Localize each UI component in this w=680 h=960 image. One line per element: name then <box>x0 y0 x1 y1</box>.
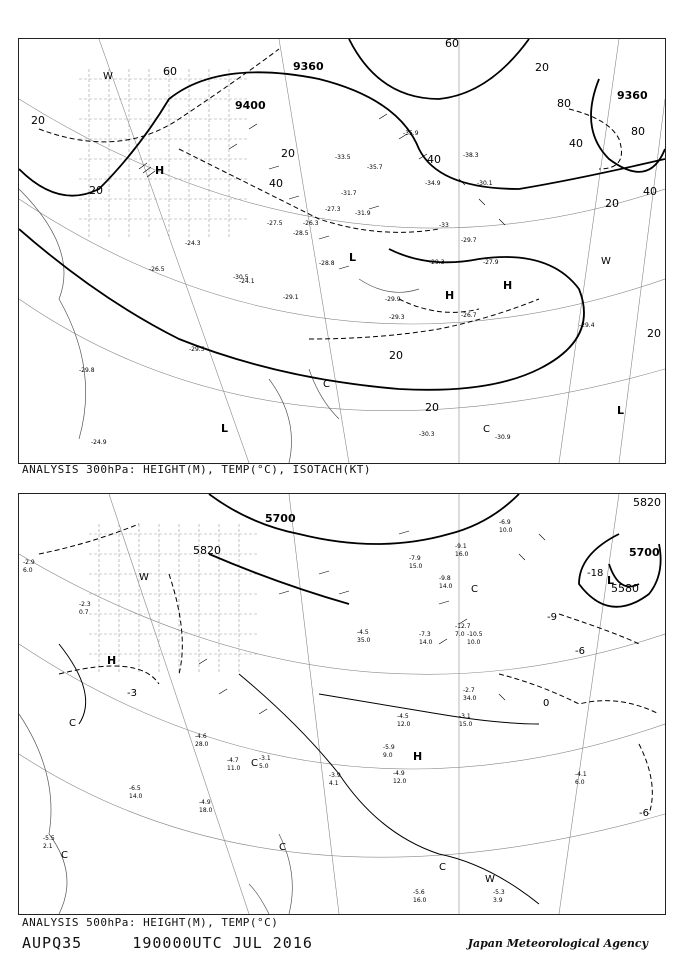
obs-temp: -3.1 <box>459 713 471 720</box>
obs-dewpoint: 14.0 <box>129 793 143 800</box>
isotherm-label: -6 <box>639 808 649 819</box>
temp-value: -29.7 <box>461 237 477 244</box>
obs-dewpoint: 0.7 <box>79 609 89 616</box>
obs-temp: -5.5 <box>43 835 55 842</box>
isotach-label: 60 <box>163 65 177 78</box>
isotach-label: 20 <box>425 401 439 414</box>
map-300hpa-svg <box>19 39 665 463</box>
temp-value: -29.8 <box>79 367 95 374</box>
temp-value: -29.3 <box>389 314 405 321</box>
obs-temp: -4.7 <box>227 757 239 764</box>
cold-marker: C <box>439 862 446 873</box>
obs-dewpoint: 16.0 <box>413 897 427 904</box>
high-pressure-center: H <box>107 654 117 667</box>
obs-temp: -5.3 <box>493 889 505 896</box>
high-pressure-center: H <box>413 750 423 763</box>
cold-marker: C <box>251 758 258 769</box>
temp-value: -29.3 <box>429 259 445 266</box>
coastline <box>19 714 292 914</box>
agency-name: Japan Meteorological Agency <box>467 937 648 950</box>
warm-marker: W <box>601 256 611 267</box>
low-pressure-center: L <box>617 404 625 417</box>
temp-value: -28.5 <box>293 230 309 237</box>
cold-marker: C <box>61 850 68 861</box>
temp-value: -30.1 <box>477 180 493 187</box>
height-label-9360-b: 9360 <box>617 89 648 102</box>
temp-value: -26.3 <box>303 220 319 227</box>
warm-marker: W <box>139 572 149 583</box>
obs-dewpoint: 6.0 <box>575 779 585 786</box>
temp-value: -34.9 <box>425 180 441 187</box>
obs-dewpoint: 15.0 <box>459 721 473 728</box>
height-contours-thin <box>59 644 539 904</box>
isotach-label: 20 <box>605 197 619 210</box>
isotach-label: 80 <box>631 125 645 138</box>
low-pressure-center: L <box>221 422 229 435</box>
temp-value: -30.5 <box>233 274 249 281</box>
isotach-label: 60 <box>445 39 459 50</box>
height-label-5700-a: 5700 <box>265 512 296 525</box>
cold-marker: C <box>471 584 478 595</box>
obs-temp: -3.1 <box>259 755 271 762</box>
map-500hpa <box>18 493 666 915</box>
isotherm-label: -9 <box>547 612 557 623</box>
temp-value: -27.9 <box>483 259 499 266</box>
height-contours <box>209 494 661 607</box>
height-label-5820-b: 5820 <box>193 544 221 557</box>
map-300hpa <box>18 38 666 464</box>
coastline <box>19 189 419 463</box>
isotach-label: 20 <box>647 327 661 340</box>
temp-value: -29.1 <box>283 294 299 301</box>
station-obs <box>23 519 587 904</box>
obs-temp: -9.8 <box>439 575 451 582</box>
isotach-label: 20 <box>89 184 103 197</box>
temp-value: -30.9 <box>495 434 511 441</box>
low-pressure-center: L <box>349 251 357 264</box>
height-label-9360-a: 9360 <box>293 60 324 73</box>
isotach-label: 80 <box>557 97 571 110</box>
map-500hpa-svg <box>19 494 665 914</box>
temp-value: -24.9 <box>91 439 107 446</box>
isotach-label: 40 <box>643 185 657 198</box>
temp-value: -31.9 <box>355 210 371 217</box>
obs-temp: -2.7 <box>463 687 475 694</box>
temp-value: -27.3 <box>325 206 341 213</box>
obs-dewpoint: 34.0 <box>463 695 477 702</box>
obs-dewpoint: 5.0 <box>259 763 269 770</box>
temp-value: -35.9 <box>403 130 419 137</box>
analysis-time: 190000UTC JUL 2016 <box>132 934 313 952</box>
obs-dewpoint: 10.0 <box>499 527 513 534</box>
temp-value: -24.1 <box>239 278 255 285</box>
obs-dewpoint: 10.0 <box>467 639 481 646</box>
obs-temp: -12.7 <box>455 623 471 630</box>
cold-marker: C <box>279 842 286 853</box>
chart-code-and-time <box>22 934 313 952</box>
obs-temp: -6.5 <box>129 785 141 792</box>
height-label-5580: 5580 <box>611 582 639 595</box>
warm-marker: W <box>485 874 495 885</box>
cold-marker: C <box>69 718 76 729</box>
obs-temp: -5.6 <box>413 889 425 896</box>
obs-dewpoint: 9.0 <box>383 752 393 759</box>
temperature-obs <box>79 130 595 446</box>
obs-dewpoint: 7.0 <box>455 631 465 638</box>
obs-dewpoint: 12.0 <box>393 778 407 785</box>
obs-temp: -4.1 <box>575 771 587 778</box>
temp-value: -30.3 <box>419 431 435 438</box>
isotherm-lines <box>39 524 659 814</box>
isotherm-label: 0 <box>543 698 550 709</box>
height-label-5700-b: 5700 <box>629 546 660 559</box>
obs-temp: -2.3 <box>79 601 91 608</box>
obs-dewpoint: 6.0 <box>23 567 33 574</box>
isotach-label: 20 <box>389 349 403 362</box>
temp-value: -33 <box>439 222 449 229</box>
isotach-label: 20 <box>31 114 45 127</box>
obs-dewpoint: 16.0 <box>455 551 469 558</box>
temp-value: -31.7 <box>341 190 357 197</box>
obs-temp: -10.5 <box>467 631 483 638</box>
temp-value: -26.5 <box>149 266 165 273</box>
obs-temp: -9.1 <box>455 543 467 550</box>
obs-temp: -7.3 <box>419 631 431 638</box>
high-pressure-center: H <box>503 279 513 292</box>
height-label-9400: 9400 <box>235 99 266 112</box>
cold-marker: C <box>323 379 330 390</box>
temp-value: -27.5 <box>267 220 283 227</box>
obs-dewpoint: 3.9 <box>493 897 503 904</box>
isotach-label: 20 <box>535 61 549 74</box>
low-pressure-center: L <box>607 574 615 587</box>
temp-value: -28.8 <box>319 260 335 267</box>
temp-value: -26.7 <box>461 312 477 319</box>
grid-hatch <box>89 524 259 674</box>
temp-value: -33.5 <box>335 154 351 161</box>
cold-marker: C <box>483 424 490 435</box>
obs-dewpoint: 2.1 <box>43 843 53 850</box>
isotherm-label: -18 <box>587 568 604 579</box>
isotach-label: 40 <box>569 137 583 150</box>
obs-temp: -4.9 <box>199 799 211 806</box>
grid-hatch <box>79 69 249 239</box>
obs-dewpoint: 15.0 <box>409 563 423 570</box>
high-pressure-center: H <box>445 289 455 302</box>
height-contours <box>19 39 665 390</box>
obs-dewpoint: 14.0 <box>439 583 453 590</box>
temp-value: -29.9 <box>385 296 401 303</box>
temp-value: -24.3 <box>185 240 201 247</box>
height-label-5820-a: 5820 <box>633 496 661 509</box>
obs-dewpoint: 28.0 <box>195 741 209 748</box>
warm-marker: W <box>103 71 113 82</box>
graticule <box>19 494 665 914</box>
high-pressure-center: H <box>155 164 165 177</box>
temp-value: -29.5 <box>189 346 205 353</box>
obs-temp: -4.5 <box>357 629 369 636</box>
caption-500hpa: ANALYSIS 500hPa: HEIGHT(M), TEMP(°C) <box>22 916 279 929</box>
obs-temp: -7.9 <box>409 555 421 562</box>
isotach-lines <box>39 49 622 339</box>
temp-value: -29.4 <box>579 322 595 329</box>
obs-dewpoint: 12.0 <box>397 721 411 728</box>
caption-300hpa: ANALYSIS 300hPa: HEIGHT(M), TEMP(°C), ISOTACH(KT) <box>22 463 372 476</box>
obs-temp: -3.9 <box>329 772 341 779</box>
isotach-label: 40 <box>269 177 283 190</box>
temp-value: -38.3 <box>463 152 479 159</box>
isotherm-label: -6 <box>575 646 585 657</box>
temp-value: -35.7 <box>367 164 383 171</box>
obs-temp: -4.6 <box>195 733 207 740</box>
isotherm-label: -3 <box>127 688 137 699</box>
isotach-label: 40 <box>427 153 441 166</box>
obs-dewpoint: 18.0 <box>199 807 213 814</box>
isotach-label: 20 <box>281 147 295 160</box>
obs-dewpoint: 14.0 <box>419 639 433 646</box>
obs-temp: -2.9 <box>23 559 35 566</box>
chart-code: AUPQ35 <box>22 934 83 952</box>
obs-temp: -5.9 <box>383 744 395 751</box>
obs-temp: -6.9 <box>499 519 511 526</box>
wind-barbs <box>199 531 545 714</box>
obs-dewpoint: 35.0 <box>357 637 371 644</box>
obs-temp: -4.5 <box>397 713 409 720</box>
obs-temp: -4.9 <box>393 770 405 777</box>
obs-dewpoint: 4.1 <box>329 780 339 787</box>
obs-dewpoint: 11.0 <box>227 765 241 772</box>
